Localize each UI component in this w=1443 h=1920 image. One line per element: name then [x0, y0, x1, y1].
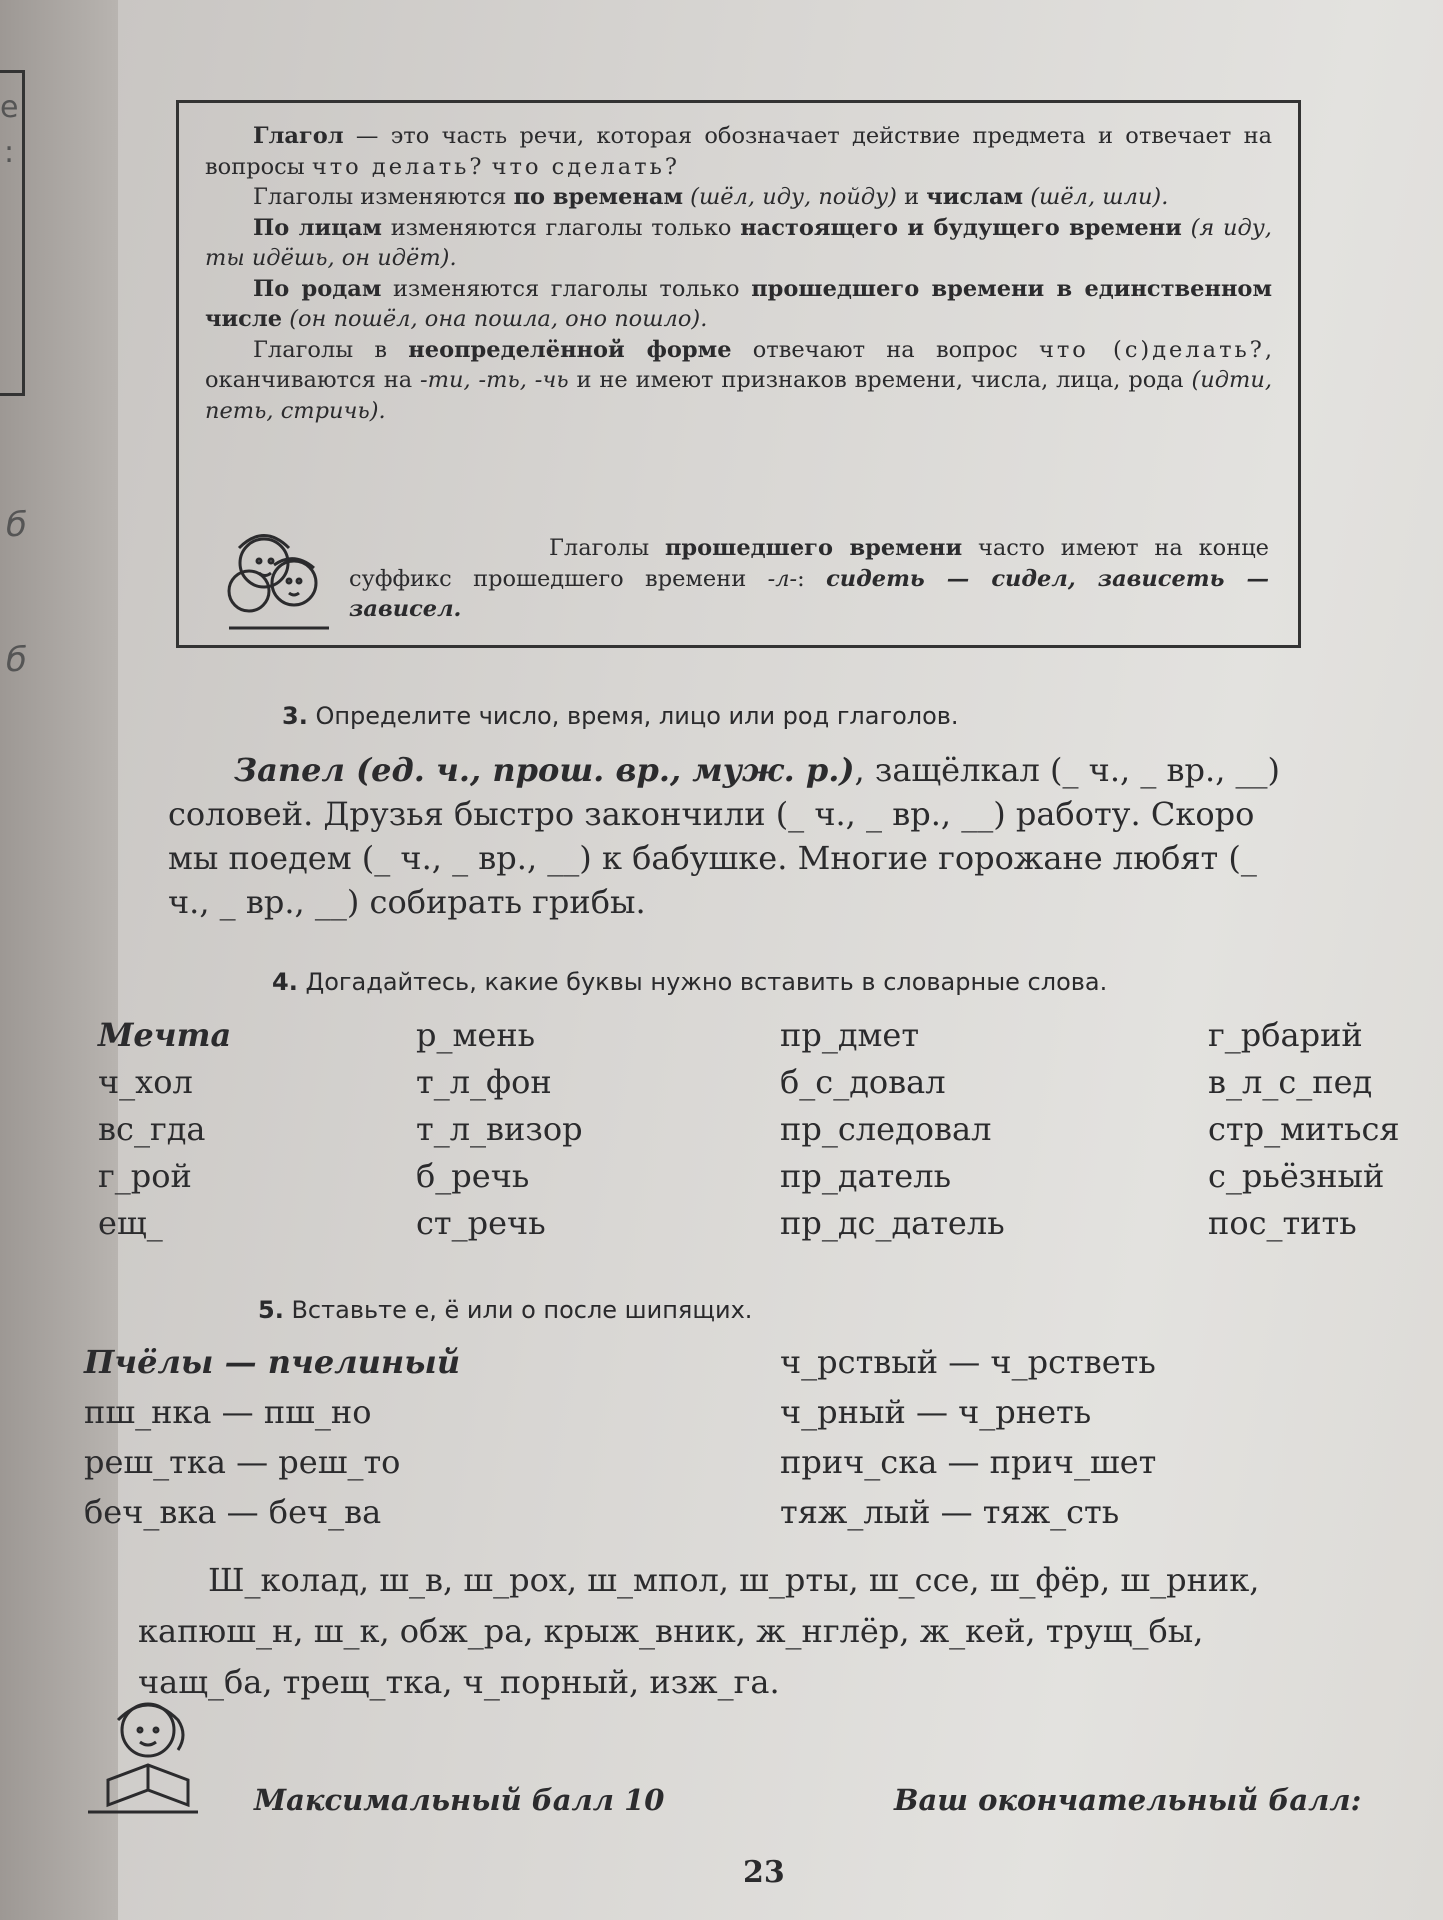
- word: ещ_: [98, 1204, 163, 1242]
- text: :: [797, 565, 827, 592]
- word: ст_речь: [416, 1204, 546, 1242]
- term: по временам: [513, 184, 684, 210]
- text: Глаголы изменяются: [253, 184, 514, 210]
- word-pair: ч_рствый — ч_рстветь: [780, 1343, 1156, 1381]
- word: с_рьёзный: [1208, 1157, 1385, 1195]
- word: пр_дс_датель: [780, 1204, 1005, 1242]
- margin-mark: :: [4, 135, 15, 170]
- ending: -ти, -ть, -чь: [420, 367, 569, 393]
- text: Глаголы в: [253, 336, 409, 363]
- task-4-title: [272, 968, 1107, 996]
- max-score: Максимальный балл 10: [254, 1783, 665, 1817]
- children-icon: [219, 523, 339, 633]
- term: По родам: [253, 275, 382, 302]
- rule-paragraph-3: [205, 213, 1272, 274]
- term: По лицам: [253, 214, 382, 241]
- word: г_рбарий: [1208, 1016, 1363, 1054]
- text: , оканчиваются на: [205, 336, 1272, 393]
- word-pair: тяж_лый — тяж_сть: [780, 1493, 1120, 1531]
- margin-mark: б: [6, 640, 27, 680]
- task-number: 4.: [272, 968, 298, 996]
- final-score-label: Ваш окончательный балл:: [894, 1783, 1362, 1817]
- word: Мечта: [98, 1016, 232, 1054]
- word: б_с_довал: [780, 1063, 946, 1101]
- word-pair: пш_нка — пш_но: [84, 1393, 372, 1431]
- word-pair: ч_рный — ч_рнеть: [780, 1393, 1092, 1431]
- rule-paragraph-5: [205, 335, 1272, 427]
- word: пр_дмет: [780, 1016, 920, 1054]
- text: отвечают на вопрос: [731, 336, 1039, 363]
- task-text: Вставьте е, ё или о после шипящих.: [291, 1296, 753, 1324]
- word: т_л_визор: [416, 1110, 583, 1148]
- workbook-page: [84, 0, 1443, 1920]
- example: сидеть — сидел, зависеть — зависел.: [349, 565, 1269, 622]
- task-3-title: [282, 702, 959, 730]
- text: — это часть речи, которая обозначает действие предмета и отвечает на вопросы: [205, 123, 1272, 180]
- rule-paragraph-4: [205, 274, 1272, 335]
- word: стр_миться: [1208, 1110, 1400, 1148]
- task-number: 3.: [282, 702, 308, 730]
- word: пр_датель: [780, 1157, 951, 1195]
- term: неопределённой форме: [408, 336, 732, 363]
- word: пр_следовал: [780, 1110, 992, 1148]
- word: т_л_фон: [416, 1063, 552, 1101]
- word: пос_тить: [1208, 1204, 1357, 1242]
- rule-paragraph-2: [205, 182, 1272, 213]
- text: и: [896, 184, 927, 210]
- page-number: 23: [743, 1855, 785, 1890]
- term: прошедшего времени: [664, 535, 963, 561]
- question: что делать?: [311, 153, 485, 180]
- suffix: -л-: [767, 565, 798, 592]
- word: вс_гда: [98, 1110, 206, 1148]
- term: прошедшего времени в единственном числе: [205, 275, 1272, 332]
- rule-paragraph-1: [205, 121, 1272, 182]
- term: Глагол: [253, 123, 344, 149]
- task-5-title: [258, 1296, 752, 1324]
- margin-mark: е: [0, 90, 19, 125]
- rule-box: [176, 100, 1301, 648]
- example: (я иду, ты идёшь, он идёт).: [205, 214, 1272, 271]
- text: изменяются глаголы только: [381, 214, 741, 241]
- text: часто имеют на конце суффикс прошедшего времени: [349, 535, 1269, 592]
- task-text: Догадайтесь, какие буквы нужно вставить в словарные слова.: [305, 968, 1108, 996]
- text: и не имеют признаков времени, числа, лица, рода: [568, 367, 1192, 393]
- question: что сделать?: [491, 153, 680, 180]
- text: Глаголы: [549, 535, 665, 561]
- word: г_рой: [98, 1157, 192, 1195]
- tip-paragraph: [349, 533, 1269, 625]
- word: ч_хол: [98, 1063, 193, 1101]
- word: б_речь: [416, 1157, 530, 1195]
- exercise-text: Ш_колад, ш_в, ш_рох, ш_мпол, ш_рты, ш_ссе, ш_фёр, ш_рник, капюш_н, ш_к, обж_ра, крыж_вник, ж_нглёр, ж_кей, трущ_бы, чащ_ба, трещ_тка, ч_порный, изж_га.: [138, 1561, 1260, 1701]
- example: Запел (ед. ч., прош. вр., муж. р.): [234, 751, 855, 789]
- exercise-text: , защёлкал (_ ч., _ вр., __) соловей. Друзья быстро закончили (_ ч., _ вр., __) работу. Скоро мы поедем (_ ч., _ вр., __) к бабушке. Многие горожане любят (_ ч., _ вр., __) собирать грибы.: [168, 751, 1281, 921]
- task-3-text: [168, 748, 1298, 924]
- girl-reading-icon: [78, 1690, 208, 1820]
- term: числам: [926, 184, 1024, 210]
- example: (шёл, шли).: [1030, 184, 1169, 210]
- example: (идти, петь, стричь).: [205, 367, 1272, 424]
- example: (он пошёл, она пошла, оно пошло).: [289, 306, 708, 332]
- word-pair: беч_вка — беч_ва: [84, 1493, 382, 1531]
- left-page: [0, 0, 118, 1920]
- question: что (с)делать?: [1038, 336, 1265, 363]
- task-number: 5.: [258, 1296, 284, 1324]
- word: в_л_с_пед: [1208, 1063, 1373, 1101]
- text: изменяются глаголы только: [381, 275, 752, 302]
- term: настоящего и будущего времени: [740, 214, 1182, 241]
- task-5-paragraph: [138, 1555, 1268, 1708]
- word-pair: реш_тка — реш_то: [84, 1443, 401, 1481]
- task-text: Определите число, время, лицо или род глаголов.: [315, 702, 959, 730]
- example: (шёл, иду, пойду): [690, 184, 897, 210]
- word-pair: прич_ска — прич_шет: [780, 1443, 1157, 1481]
- margin-mark: б: [6, 505, 27, 545]
- word-pair: Пчёлы — пчелиный: [84, 1343, 461, 1381]
- word: р_мень: [416, 1016, 536, 1054]
